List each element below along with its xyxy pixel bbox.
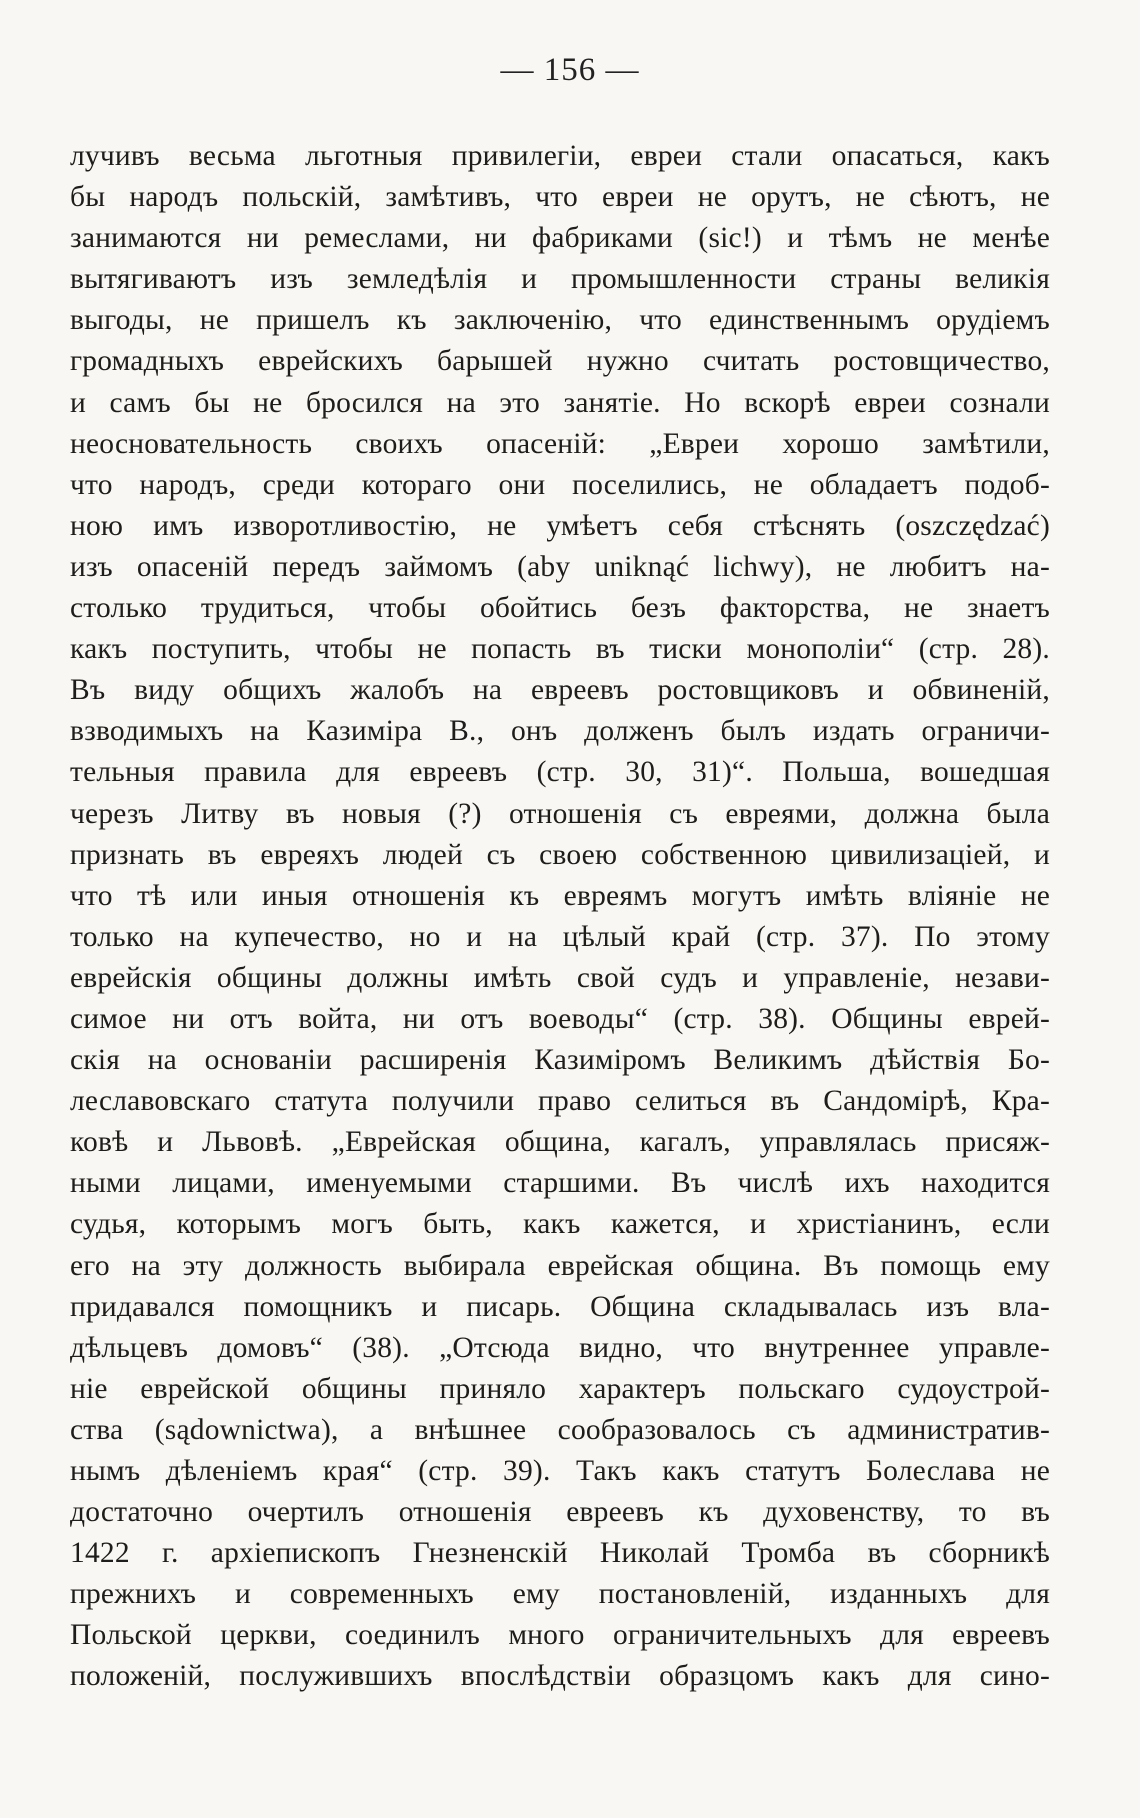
text-line: Въ виду общихъ жалобъ на евреевъ ростовщиковъ и обвиненій, xyxy=(70,674,1050,707)
text-line: громадныхъ еврейскихъ барышей нужно считать ростовщичество, xyxy=(70,345,1050,378)
text-line: судья, которымъ могъ быть, какъ кажется, и христіанинъ, если xyxy=(70,1208,1050,1241)
text-line: Польской церкви, соединилъ много ограничительныхъ для евреевъ xyxy=(70,1619,1050,1652)
text-line: положеній, послужившихъ впослѣдствіи образцомъ какъ для сино- xyxy=(70,1660,1050,1693)
text-line: ства (sądownictwa), а внѣшнее сообразовалось съ административ- xyxy=(70,1413,1050,1446)
text-line: его на эту должность выбирала еврейская община. Въ помощь ему xyxy=(70,1249,1050,1282)
text-line: дѣльцевъ домовъ“ (38). „Отсюда видно, что внутреннее управле- xyxy=(70,1331,1050,1364)
text-line: прежнихъ и современныхъ ему постановленій, изданныхъ для xyxy=(70,1578,1050,1611)
page-number: — 156 — xyxy=(500,52,640,88)
text-line: придавался помощникъ и писарь. Община складывалась изъ вла- xyxy=(70,1290,1050,1323)
text-line: выгоды, не пришелъ къ заключенію, что единственнымъ орудіемъ xyxy=(70,304,1050,337)
text-line: ніе еврейской общины приняло характеръ польскаго судоустрой- xyxy=(70,1372,1050,1405)
text-line: нымъ дѣленіемъ края“ (стр. 39). Такъ какъ статутъ Болеслава не xyxy=(70,1455,1050,1487)
text-line: неосновательность своихъ опасеній: „Евреи хорошо замѣтили, xyxy=(70,427,1050,460)
text-line: скія на основаніи расширенія Казиміромъ Великимъ дѣйствія Бо- xyxy=(70,1044,1050,1077)
text-line: леславовскаго статута получили право селиться въ Сандомірѣ, Кра- xyxy=(70,1085,1050,1118)
text-line: тельныя правила для евреевъ (стр. 30, 31)“. Польша, вошедшая xyxy=(70,756,1050,789)
text-line: взводимыхъ на Казиміра В., онъ долженъ былъ издать ограничи- xyxy=(70,715,1050,748)
text-line: черезъ Литву въ новыя (?) отношенія съ евреями, должна была xyxy=(70,797,1050,830)
text-line: лучивъ весьма льготныя привилегіи, евреи стали опасаться, какъ xyxy=(70,140,1050,172)
text-line: еврейскія общины должны имѣть свой судъ и управленіе, незави- xyxy=(70,961,1050,994)
text-line: бы народъ польскій, замѣтивъ, что евреи не орутъ, не сѣютъ, не xyxy=(70,181,1050,214)
text-line: симое ни отъ войта, ни отъ воеводы“ (стр. 38). Общины еврей- xyxy=(70,1002,1050,1035)
text-line: вытягиваютъ изъ земледѣлія и промышленности страны великія xyxy=(70,263,1050,296)
text-line: какъ поступить, чтобы не попасть въ тиски монополіи“ (стр. 28). xyxy=(70,633,1050,666)
text-line: только на купечество, но и на цѣлый край (стр. 37). По этому xyxy=(70,920,1050,953)
text-line: 1422 г. архіепископъ Гнезненскій Николай Тромба въ сборникѣ xyxy=(70,1537,1050,1570)
text-line: ною имъ изворотливостію, не умѣетъ себя стѣснять (oszczędzać) xyxy=(70,509,1050,542)
text-line: ными лицами, именуемыми старшими. Въ числѣ ихъ находится xyxy=(70,1167,1050,1200)
text-line: изъ опасеній передъ займомъ (aby uniknąć lichwy), не любитъ на- xyxy=(70,550,1050,583)
text-line: признать въ евреяхъ людей съ своею собственною цивилизаціей, и xyxy=(70,838,1050,871)
text-line: что тѣ или иныя отношенія къ евреямъ могутъ имѣть вліяніе не xyxy=(70,879,1050,912)
text-line: ковѣ и Львовѣ. „Еврейская община, кагалъ, управлялась присяж- xyxy=(70,1126,1050,1159)
text-line: занимаются ни ремеслами, ни фабриками (sic!) и тѣмъ не менѣе xyxy=(70,222,1050,255)
text-line: и самъ бы не бросился на это занятіе. Но вскорѣ евреи сознали xyxy=(70,386,1050,419)
text-line: столько трудиться, чтобы обойтись безъ факторства, не знаетъ xyxy=(70,592,1050,625)
text-line: достаточно очертилъ отношенія евреевъ къ духовенству, то въ xyxy=(70,1496,1050,1529)
text-line: что народъ, среди котораго они поселились, не обладаетъ подоб- xyxy=(70,468,1050,501)
body-text xyxy=(70,136,1050,1698)
